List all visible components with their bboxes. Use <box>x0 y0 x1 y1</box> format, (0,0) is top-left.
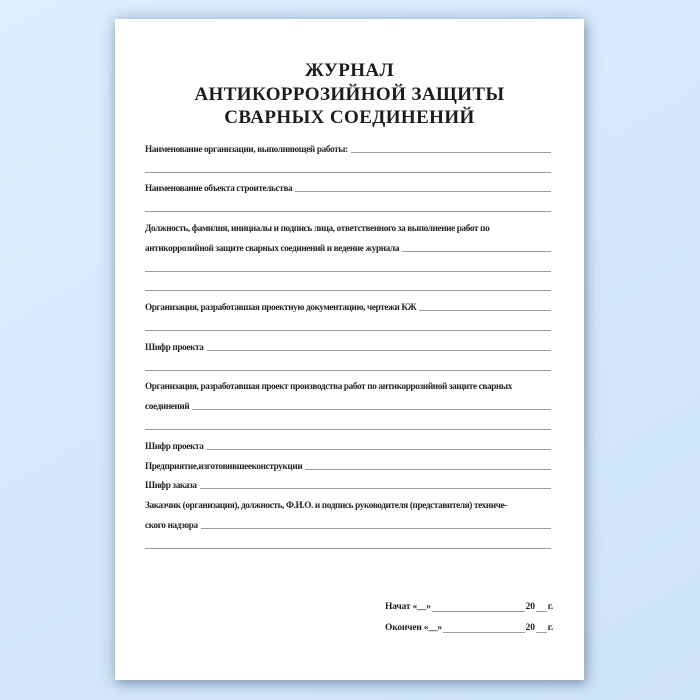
fill-line <box>200 488 551 489</box>
fill-line <box>145 330 551 331</box>
fill-line <box>201 528 551 529</box>
journal-title-line-3: СВАРНЫХ СОЕДИНЕНИЙ <box>224 107 475 128</box>
fill-line <box>145 429 551 430</box>
form-fields <box>145 136 551 552</box>
form-row <box>145 176 551 196</box>
form-row-label: Наименование объекта строительства <box>145 183 293 194</box>
fill-line <box>192 409 551 410</box>
form-row-label: Предприятие,изготовившееконструкции <box>145 460 303 471</box>
fill-line <box>207 350 551 351</box>
fill-line <box>207 449 551 450</box>
journal-title-line-2: АНТИКОРРОЗИЙНОЙ ЗАЩИТЫ <box>194 83 505 105</box>
fill-line <box>402 251 551 252</box>
form-row-label: Должность, фамилия, инициалы и подпись лица, ответственного за выполнение работ по <box>145 222 490 233</box>
form-row-label: ского надзора <box>145 519 198 530</box>
form-row <box>145 215 551 235</box>
fill-line <box>145 211 551 212</box>
form-row <box>145 473 551 493</box>
fill-line <box>432 611 525 612</box>
fill-line <box>145 271 551 272</box>
form-row-label: Заказчик (организация), должность, Ф.И.О. и подпись руководителя (представителя) техниче- <box>145 500 508 511</box>
form-row-label: Шифр проекта <box>145 440 204 451</box>
fill-line <box>295 191 551 192</box>
form-blank-row <box>145 255 551 275</box>
finished-row <box>385 614 553 635</box>
journal-title-line-1: ЖУРНАЛ <box>304 60 395 81</box>
fill-line <box>145 548 551 549</box>
form-row <box>145 334 551 354</box>
form-blank-row <box>145 413 551 433</box>
fill-line <box>351 152 551 153</box>
form-row-label: Шифр заказа <box>145 480 197 491</box>
form-row <box>145 374 551 394</box>
form-blank-row <box>145 195 551 215</box>
finished-year: 20 <box>525 623 535 633</box>
started-year: 20 <box>525 602 535 612</box>
fill-line <box>145 172 551 173</box>
form-row <box>145 136 551 156</box>
form-row-label: соединений <box>145 401 190 412</box>
form-row-label: Организация, разработавшая проект производства работ по антикоррозийной защите сварных <box>145 381 512 392</box>
form-row <box>145 512 551 532</box>
finished-label: Окончен «__» <box>385 623 442 633</box>
started-row <box>385 593 553 614</box>
form-blank-row <box>145 275 551 295</box>
started-era: г. <box>547 602 553 612</box>
form-blank-row <box>145 156 551 176</box>
form-row-label: Организация, разработавшая проектную документацию, чертежи КЖ <box>145 302 417 313</box>
form-blank-row <box>145 314 551 334</box>
form-row-label: Наименование организации, выполняющей работы: <box>145 143 348 154</box>
fill-line-short <box>536 611 547 612</box>
form-blank-row <box>145 532 551 552</box>
fill-line <box>305 469 551 470</box>
fill-line <box>145 290 551 291</box>
finished-era: г. <box>547 623 553 633</box>
form-row-label: антикоррозийной защите сварных соединений и ведение журнала <box>145 242 400 253</box>
form-row <box>145 453 551 473</box>
form-row <box>145 294 551 314</box>
journal-dates <box>385 593 553 635</box>
fill-line <box>443 632 525 633</box>
journal-title <box>115 59 584 130</box>
form-row <box>145 235 551 255</box>
journal-cover-page <box>115 19 584 680</box>
form-blank-row <box>145 354 551 374</box>
fill-line <box>419 310 551 311</box>
fill-line-short <box>536 632 547 633</box>
form-row <box>145 492 551 512</box>
fill-line <box>145 370 551 371</box>
form-row <box>145 433 551 453</box>
form-row <box>145 393 551 413</box>
form-row-label: Шифр проекта <box>145 341 204 352</box>
started-label: Начат «__» <box>385 602 431 612</box>
